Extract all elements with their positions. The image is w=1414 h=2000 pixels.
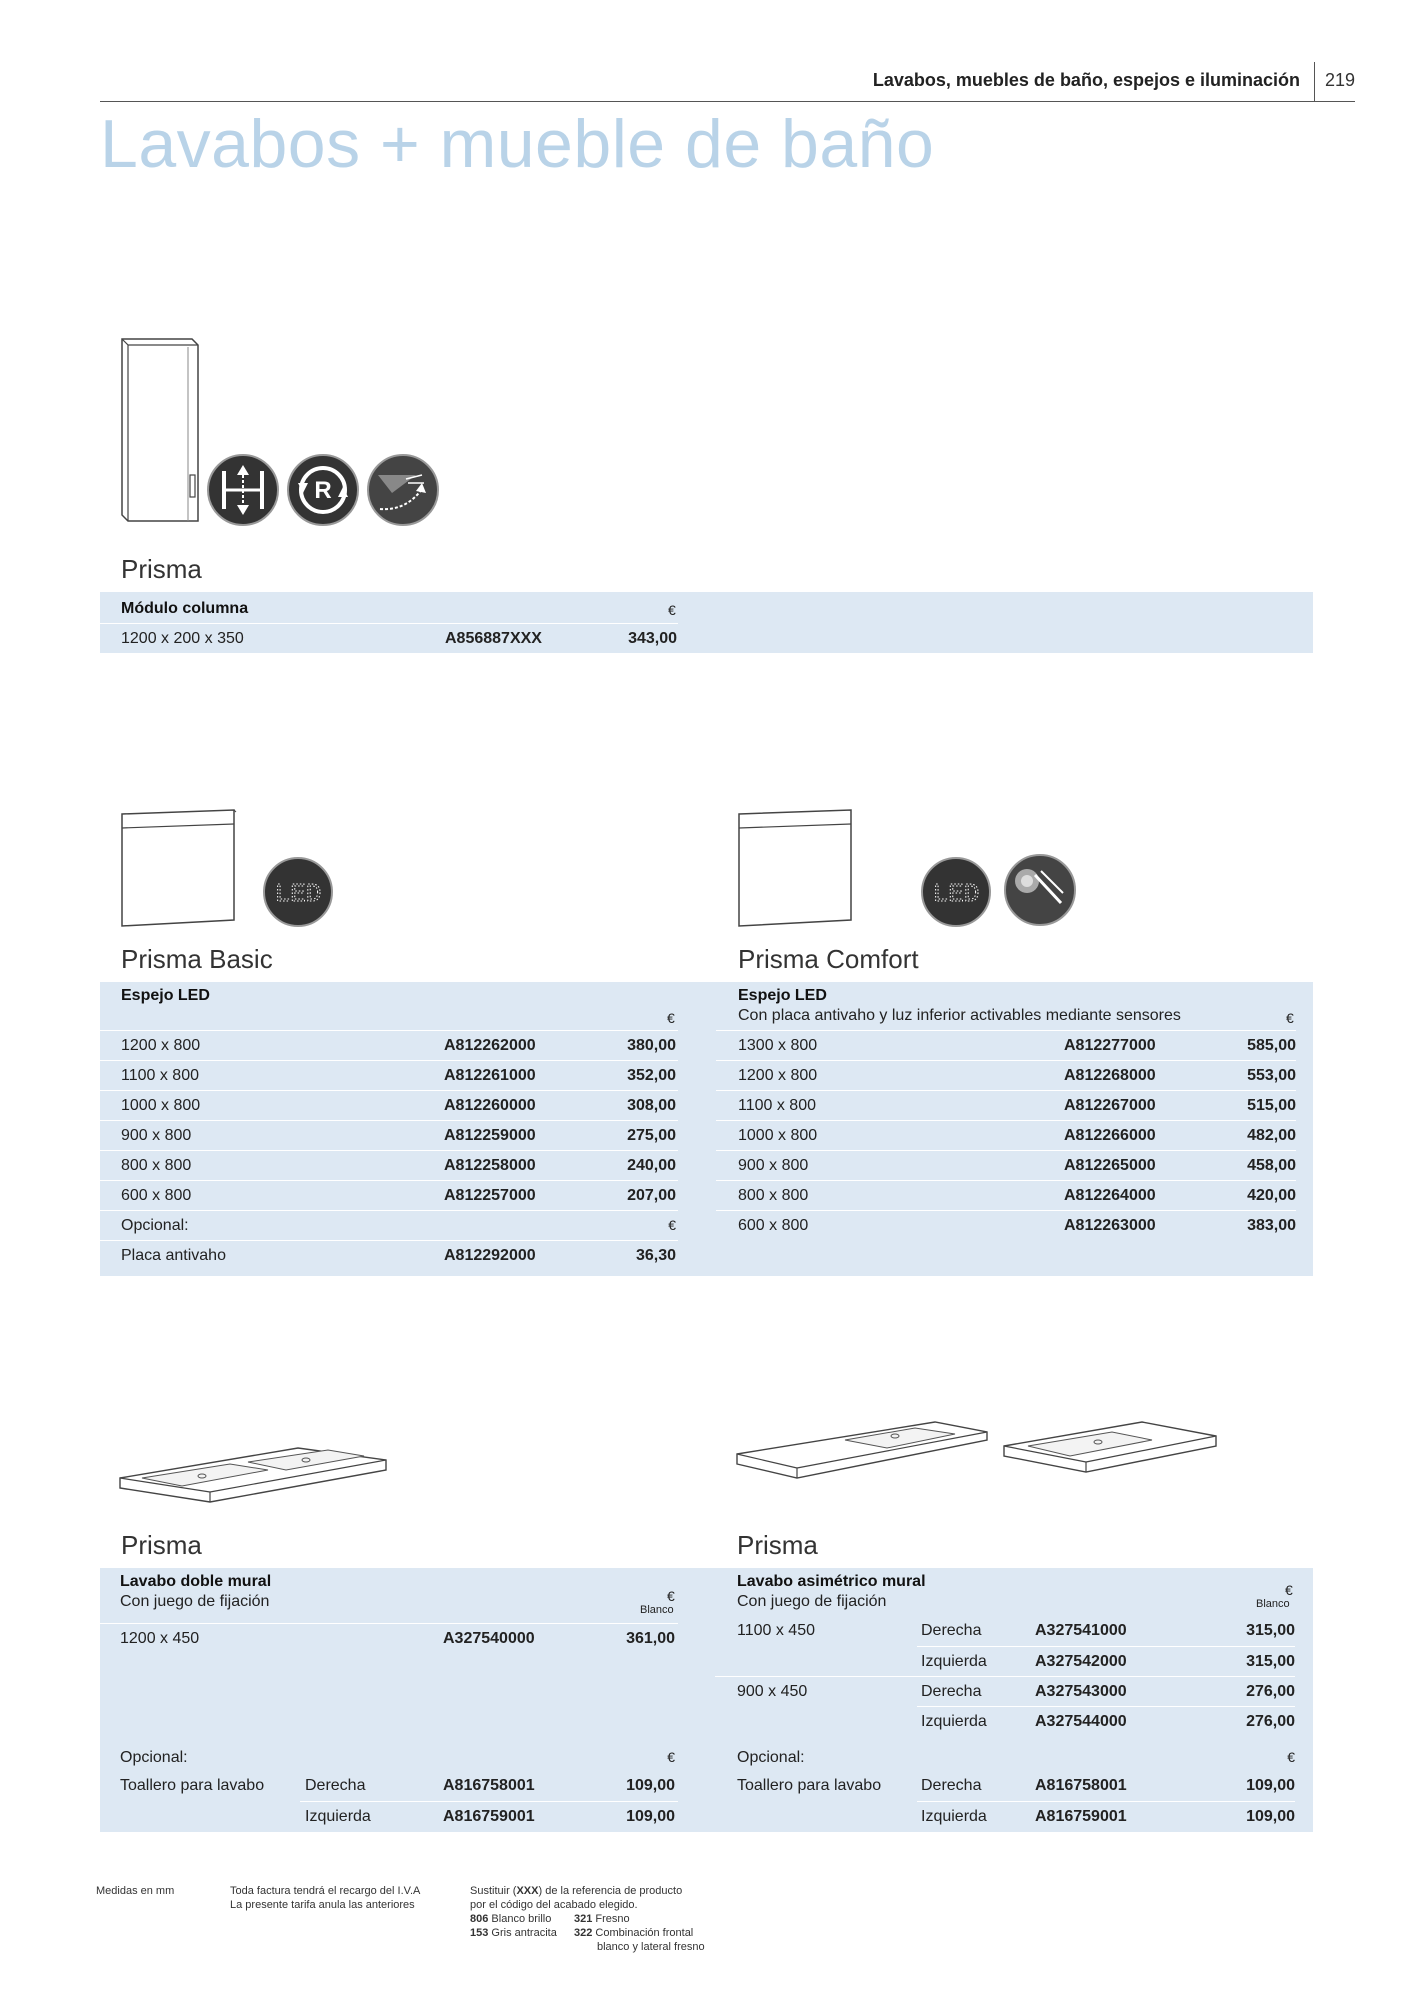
code-cell: A856887XXX — [445, 630, 542, 647]
size-cell: 600 x 800 — [738, 1217, 809, 1234]
code-cell: A812257000 — [444, 1187, 536, 1204]
page-header — [100, 62, 1355, 102]
table-lavabo-asimetrico — [715, 1568, 1313, 1832]
table-row — [917, 1771, 1295, 1801]
table-row — [716, 1210, 1296, 1240]
product-title-prisma-comfort: Prisma Comfort — [738, 944, 919, 974]
table-row — [100, 1623, 678, 1653]
side-cell: Izquierda — [921, 1653, 987, 1670]
price-cell: 109,00 — [626, 1808, 675, 1825]
size-cell: 1200 x 200 x 350 — [121, 630, 244, 647]
currency-label: € — [1285, 1582, 1293, 1598]
table-row — [917, 1801, 1295, 1831]
code-cell: A816758001 — [443, 1777, 535, 1794]
price-cell: 361,00 — [626, 1630, 675, 1647]
price-cell: 482,00 — [1247, 1127, 1296, 1144]
size-cell: 1100 x 450 — [737, 1622, 815, 1639]
footer-measures: Medidas en mm — [96, 1885, 175, 1897]
table-row — [716, 1060, 1296, 1090]
optional-currency: € — [668, 1217, 676, 1233]
section-title: Lavabos, muebles de baño, espejos e iluminación — [872, 70, 1300, 90]
side-cell: Derecha — [305, 1777, 366, 1794]
price-cell: 585,00 — [1247, 1037, 1296, 1054]
product-title-prisma-columna: Prisma — [121, 554, 202, 584]
price-cell: 207,00 — [627, 1187, 676, 1204]
header-separator — [1314, 62, 1316, 102]
optional-header-row — [715, 1743, 1295, 1773]
optional-name-cell: Placa antivaho — [121, 1247, 226, 1264]
price-cell: 36,30 — [635, 1247, 676, 1264]
size-cell: 900 x 800 — [738, 1157, 809, 1174]
optional-header-row — [100, 1210, 678, 1240]
table-row — [716, 1090, 1296, 1120]
code-cell: A327541000 — [1035, 1622, 1127, 1639]
price-cell: 276,00 — [1246, 1683, 1295, 1700]
table-row — [917, 1616, 1295, 1646]
table-lavabo-doble — [100, 1568, 715, 1832]
table-subtitle: Con juego de fijación — [737, 1593, 887, 1610]
size-cell: 900 x 800 — [121, 1127, 192, 1144]
size-cell: 800 x 800 — [738, 1187, 809, 1204]
code-cell: A812261000 — [444, 1067, 536, 1084]
finish-list: 806 Blanco brillo 153 Gris antracita 321 Fresno 322 Combinación frontal blanco y lateral fresno — [470, 1913, 705, 1953]
code-cell: A327543000 — [1035, 1683, 1127, 1700]
table-title: Espejo LED — [738, 987, 827, 1004]
optional-label: Opcional: — [120, 1749, 188, 1766]
table-prisma-comfort — [716, 982, 1313, 1276]
price-cell: 383,00 — [1247, 1217, 1296, 1234]
compact-washbasin-icon — [1002, 1418, 1218, 1490]
optional-header-row — [100, 1743, 678, 1773]
code-cell: A812266000 — [1064, 1127, 1156, 1144]
code-cell: A812292000 — [444, 1247, 536, 1264]
code-cell: A812264000 — [1064, 1187, 1156, 1204]
table-title: Lavabo doble mural — [120, 1573, 272, 1590]
size-cell: 1000 x 800 — [121, 1097, 201, 1114]
table-title: Espejo LED — [121, 987, 210, 1004]
code-cell: A812265000 — [1064, 1157, 1156, 1174]
footer-replace-line1: Sustituir (XXX) de la referencia de producto — [470, 1885, 683, 1897]
size-cell: 900 x 450 — [737, 1683, 808, 1700]
side-cell: Izquierda — [305, 1808, 371, 1825]
price-cell: 380,00 — [627, 1037, 676, 1054]
price-cell: 109,00 — [1246, 1777, 1295, 1794]
price-cell: 240,00 — [627, 1157, 676, 1174]
price-cell: 315,00 — [1246, 1653, 1295, 1670]
size-cell: 1200 x 450 — [120, 1630, 200, 1647]
page-title: Lavabos + mueble de baño — [100, 106, 935, 182]
optional-currency: € — [667, 1749, 675, 1765]
size-cell: 1000 x 800 — [738, 1127, 818, 1144]
table-row — [100, 1090, 678, 1120]
price-cell: 515,00 — [1247, 1097, 1296, 1114]
sensor-icon — [1003, 853, 1077, 927]
table-title: Módulo columna — [121, 600, 249, 617]
table-row — [300, 1801, 678, 1831]
footer-replace-line2: por el código del acabado elegido. — [470, 1899, 638, 1911]
code-cell: A812262000 — [444, 1037, 536, 1054]
soft-close-icon — [366, 453, 440, 527]
table-row — [100, 1060, 678, 1090]
asymmetric-washbasin-icon — [735, 1418, 989, 1490]
price-cell: 553,00 — [1247, 1067, 1296, 1084]
optional-label: Opcional: — [121, 1217, 189, 1234]
currency-label: € — [1286, 1010, 1294, 1026]
code-cell: A812268000 — [1064, 1067, 1156, 1084]
table-row — [100, 1150, 678, 1180]
table-row — [300, 1771, 678, 1801]
double-washbasin-icon — [118, 1440, 390, 1512]
table-row — [716, 1150, 1296, 1180]
table-row — [917, 1676, 1295, 1706]
size-cell: 1200 x 800 — [738, 1067, 818, 1084]
led-icon — [920, 856, 992, 928]
svg-text:R: R — [314, 477, 332, 504]
currency-label: € — [668, 602, 676, 618]
code-cell: A812263000 — [1064, 1217, 1156, 1234]
price-cell: 458,00 — [1247, 1157, 1296, 1174]
table-row — [100, 1240, 678, 1270]
code-cell: A327544000 — [1035, 1713, 1127, 1730]
code-cell: A812260000 — [444, 1097, 536, 1114]
table-prisma-columna — [100, 592, 1313, 653]
mirror-comfort-icon — [735, 808, 855, 930]
led-icon — [262, 856, 334, 928]
price-cell: 352,00 — [627, 1067, 676, 1084]
code-cell: A812277000 — [1064, 1037, 1156, 1054]
height-adjust-icon — [206, 453, 280, 527]
currency-label: € — [667, 1010, 675, 1026]
price-cell: 343,00 — [628, 630, 677, 647]
size-cell: 600 x 800 — [121, 1187, 192, 1204]
table-row — [917, 1646, 1295, 1676]
size-cell: 800 x 800 — [121, 1157, 192, 1174]
product-title-prisma-doble: Prisma — [121, 1530, 202, 1560]
product-title-prisma-asimetrico: Prisma — [737, 1530, 818, 1560]
optional-currency: € — [1287, 1749, 1295, 1765]
table-row — [917, 1706, 1295, 1736]
page-number: 219 — [1324, 70, 1355, 90]
svg-text:LED: LED — [274, 879, 322, 909]
side-cell: Izquierda — [921, 1713, 987, 1730]
table-row — [100, 1030, 678, 1060]
side-cell: Derecha — [921, 1622, 982, 1639]
size-cell: 1100 x 800 — [738, 1097, 816, 1114]
table-row — [100, 1180, 678, 1210]
optional-name-cell: Toallero para lavabo — [120, 1777, 265, 1794]
table-row — [100, 623, 678, 653]
footer-iva-line1: Toda factura tendrá el recargo del I.V.A — [230, 1885, 421, 1897]
product-title-prisma-basic: Prisma Basic — [121, 944, 273, 974]
size-cell: 1300 x 800 — [738, 1037, 818, 1054]
code-cell: A327542000 — [1035, 1653, 1127, 1670]
optional-label: Opcional: — [737, 1749, 805, 1766]
table-subtitle: Con placa antivaho y luz inferior activables mediante sensores — [738, 1007, 1181, 1024]
code-cell: A816759001 — [1035, 1808, 1127, 1825]
price-cell: 275,00 — [627, 1127, 676, 1144]
currency-label: € — [667, 1588, 675, 1604]
table-title: Lavabo asimétrico mural — [737, 1573, 926, 1590]
table-row — [716, 1180, 1296, 1210]
price-cell: 315,00 — [1246, 1622, 1295, 1639]
footer-iva — [230, 1884, 420, 1912]
side-cell: Izquierda — [921, 1808, 987, 1825]
optional-name-cell: Toallero para lavabo — [737, 1777, 882, 1794]
code-cell: A816758001 — [1035, 1777, 1127, 1794]
footer-finishes — [470, 1884, 730, 1954]
table-row — [100, 1120, 678, 1150]
column-cabinet-icon — [118, 335, 200, 525]
reversible-icon — [286, 453, 360, 527]
table-prisma-basic — [100, 982, 716, 1276]
price-cell: 276,00 — [1246, 1713, 1295, 1730]
finish-label: Blanco — [1256, 1598, 1290, 1610]
svg-text:LED: LED — [932, 879, 980, 909]
price-cell: 109,00 — [626, 1777, 675, 1794]
side-cell: Derecha — [921, 1683, 982, 1700]
table-row — [716, 1030, 1296, 1060]
price-cell: 109,00 — [1246, 1808, 1295, 1825]
table-subtitle: Con juego de fijación — [120, 1593, 270, 1610]
code-cell: A327540000 — [443, 1630, 535, 1647]
table-row — [716, 1120, 1296, 1150]
size-cell: 1200 x 800 — [121, 1037, 201, 1054]
price-cell: 420,00 — [1247, 1187, 1296, 1204]
code-cell: A812259000 — [444, 1127, 536, 1144]
code-cell: A812267000 — [1064, 1097, 1156, 1114]
side-cell: Derecha — [921, 1777, 982, 1794]
price-cell: 308,00 — [627, 1097, 676, 1114]
code-cell: A816759001 — [443, 1808, 535, 1825]
code-cell: A812258000 — [444, 1157, 536, 1174]
finish-label: Blanco — [640, 1604, 674, 1616]
size-cell: 1100 x 800 — [121, 1067, 199, 1084]
mirror-basic-icon — [118, 808, 238, 930]
footer-iva-line2: La presente tarifa anula las anteriores — [230, 1899, 415, 1911]
